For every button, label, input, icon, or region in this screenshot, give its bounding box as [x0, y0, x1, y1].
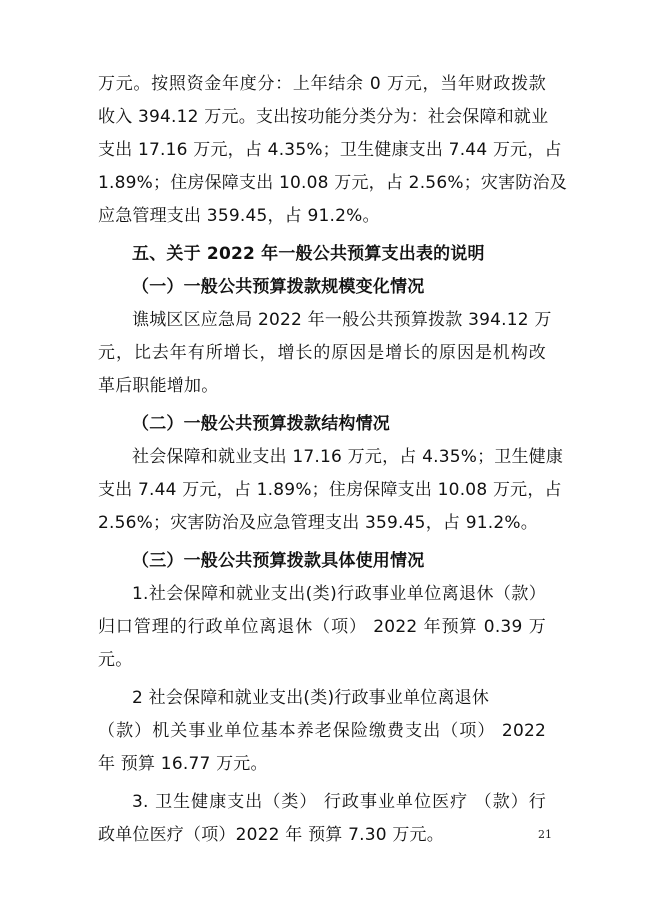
text-line: 3. 卫生健康支出（类） 行政事业单位医疗 （款）行	[132, 792, 546, 812]
text-line: 2 社会保障和就业支出(类)行政事业单位离退休	[132, 688, 490, 708]
text-line: 革后职能增加。	[98, 376, 219, 396]
text-line: 谯城区区应急局 2022 年一般公共预算拨款 394.12 万	[132, 310, 552, 330]
text-line: 应急管理支出 359.45，占 91.2%。	[98, 206, 380, 226]
subsection-heading: （三）一般公共预算拨款具体使用情况	[132, 551, 425, 571]
text-line: 政单位医疗（项）2022 年 预算 7.30 万元。	[98, 825, 444, 845]
text-line: （款）机关事业单位基本养老保险缴费支出（项） 2022	[98, 721, 546, 741]
text-line: 万元。按照资金年度分：上年结余 0 万元，当年财政拨款	[98, 74, 546, 94]
document-body	[98, 68, 567, 852]
text-line: 1.89%；住房保障支出 10.08 万元，占 2.56%；灾害防治及	[98, 173, 567, 193]
subsection-heading: （二）一般公共预算拨款结构情况	[132, 414, 390, 434]
text-line: 1.社会保障和就业支出(类)行政事业单位离退休（款）	[132, 584, 546, 604]
text-line: 支出 7.44 万元，占 1.89%；住房保障支出 10.08 万元，占	[98, 480, 562, 500]
text-line: 元，比去年有所增长，增长的原因是增长的原因是机构改	[98, 343, 546, 363]
text-line: 年 预算 16.77 万元。	[98, 754, 268, 774]
text-line: 元。	[98, 650, 133, 670]
text-line: 归口管理的行政单位离退休（项） 2022 年预算 0.39 万	[98, 617, 546, 637]
text-line: 支出 17.16 万元，占 4.35%；卫生健康支出 7.44 万元，占	[98, 140, 562, 160]
page-number: 21	[538, 828, 552, 841]
text-line: 2.56%；灾害防治及应急管理支出 359.45，占 91.2%。	[98, 513, 538, 533]
text-line: 收入 394.12 万元。支出按功能分类分为：社会保障和就业	[98, 107, 549, 127]
text-line: 社会保障和就业支出 17.16 万元，占 4.35%；卫生健康	[132, 447, 564, 467]
section-heading: 五、关于 2022 年一般公共预算支出表的说明	[132, 244, 485, 264]
subsection-heading: （一）一般公共预算拨款规模变化情况	[132, 277, 425, 297]
